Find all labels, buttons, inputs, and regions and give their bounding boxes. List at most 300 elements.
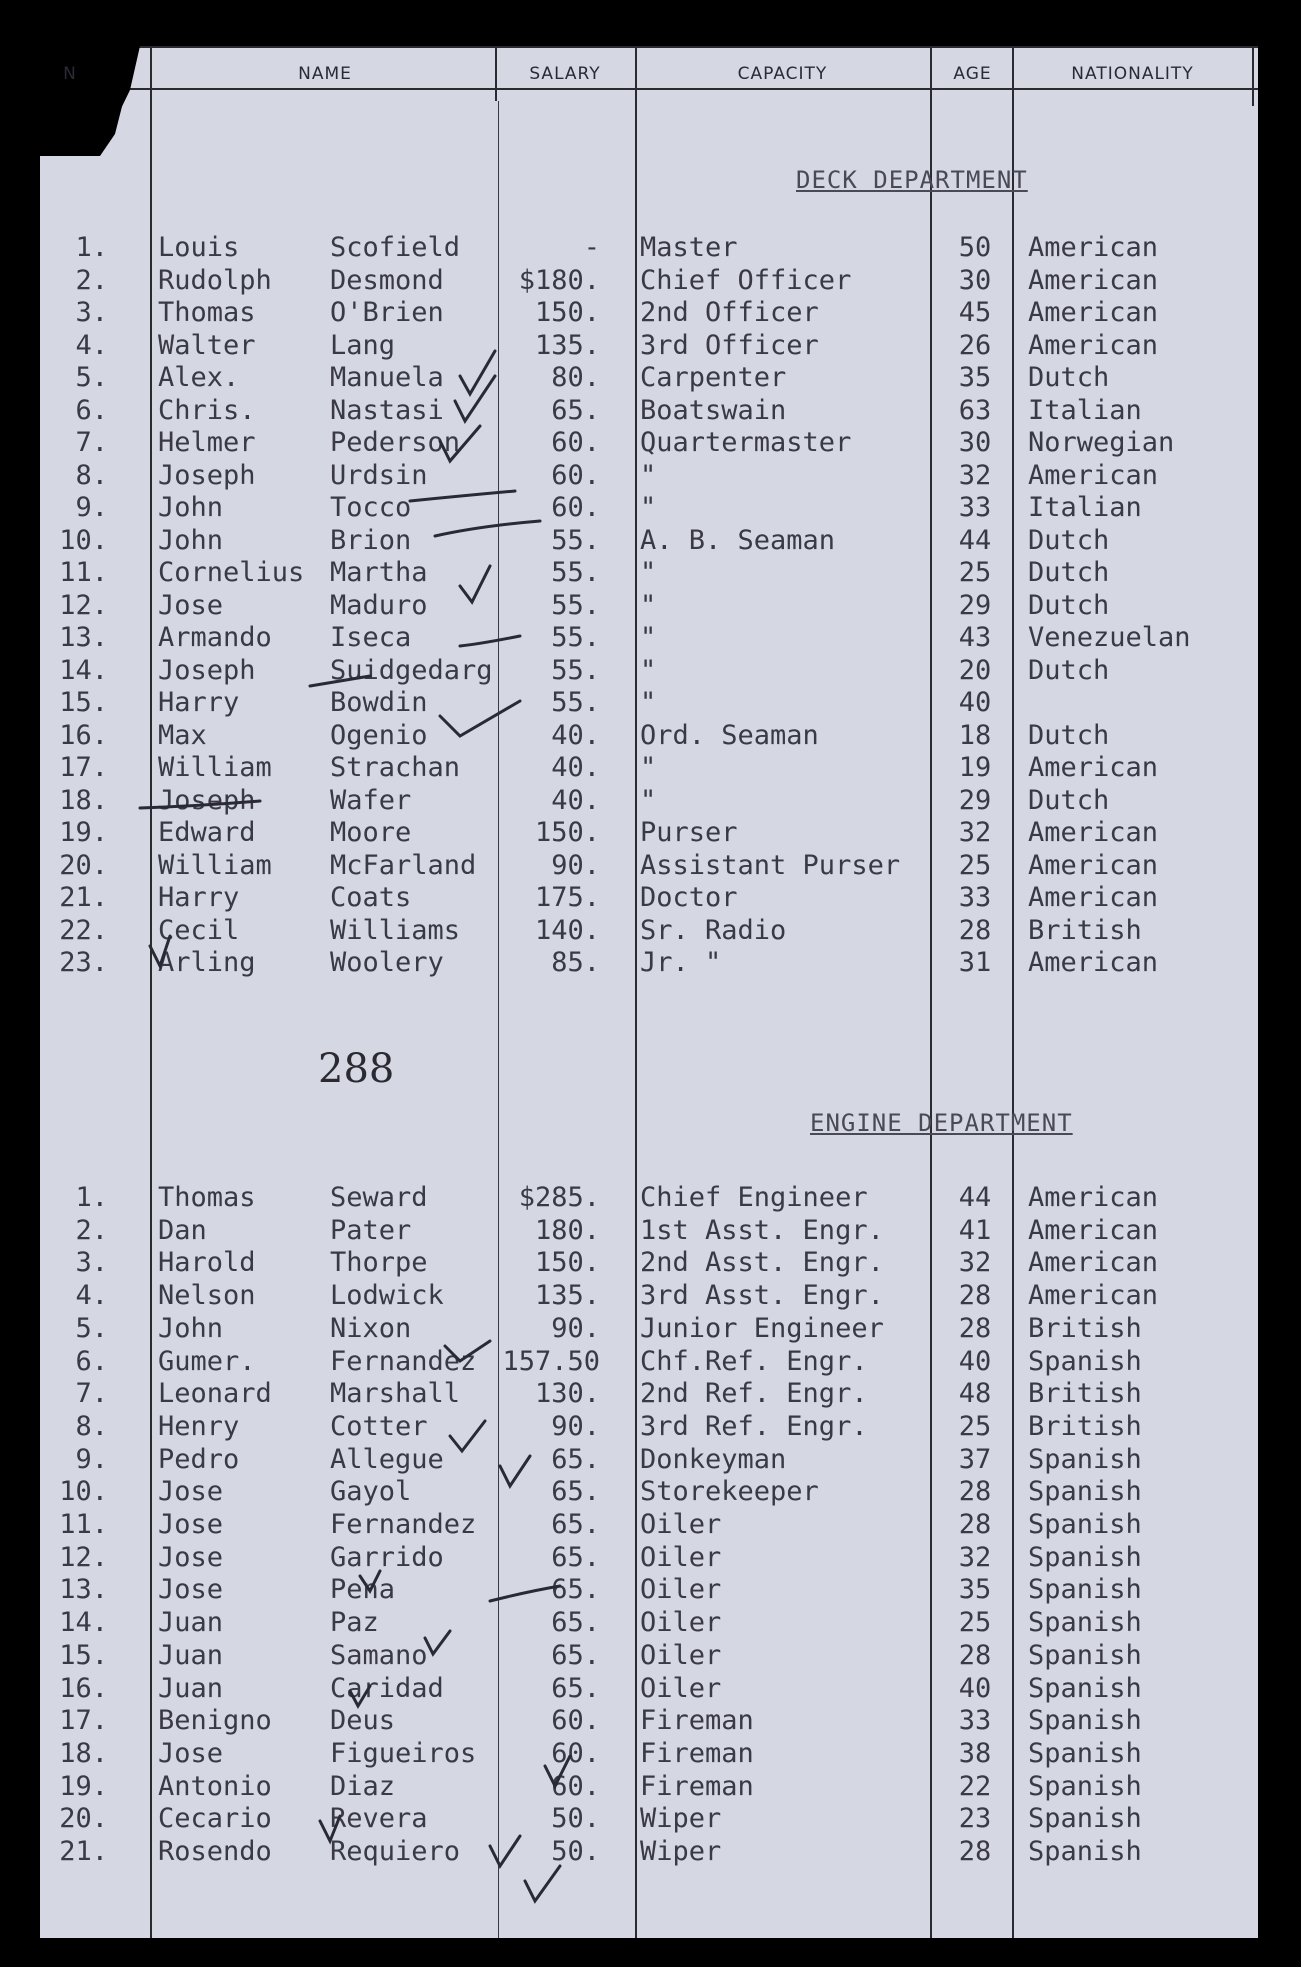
salary-value: 90. [551,849,600,881]
first-name: Joseph [158,654,256,686]
crew-row [40,1280,1258,1312]
row-number: 12. [59,589,108,621]
last-name: Brion [330,524,412,556]
crew-row [40,525,1258,557]
crew-row [40,1378,1258,1410]
capacity-value: 3rd Officer [640,329,819,361]
last-name: Lodwick [330,1280,444,1312]
capacity-value: Sr. Radio [640,914,787,946]
row-number: 16. [59,1672,108,1704]
nationality-value: American [1028,947,1159,978]
first-name: William [158,752,272,783]
crew-row [40,492,1258,524]
age-value: 50 [958,232,992,263]
first-name: Jose [158,1574,224,1606]
last-name: Fernandez [330,1509,477,1540]
crew-row [40,1803,1258,1835]
age-value: 41 [958,1214,992,1246]
age-value: 28 [958,1476,992,1508]
nationality-value: Norwegian [1028,427,1175,458]
first-name: Jose [158,589,224,621]
row-number: 14. [59,1607,108,1639]
nationality-value: Dutch [1028,589,1110,621]
first-name: Walter [158,329,256,361]
last-name: McFarland [330,849,477,881]
last-name: Allegue [330,1443,444,1475]
nationality-value: Italian [1028,394,1142,426]
crew-row [40,1542,1258,1574]
row-number: 2. [75,1214,108,1246]
header-name: NAME [298,64,352,84]
salary-value: 150. [534,297,600,328]
crew-row [40,427,1258,459]
column-rule-name [495,46,497,101]
row-number: 4. [75,329,108,361]
capacity-value: Donkeyman [640,1443,787,1475]
header-age: AGE [953,64,992,84]
salary-value: 65. [551,1672,600,1704]
salary-value: 65. [551,1607,600,1639]
salary-value: 50. [551,1803,600,1835]
nationality-value: Spanish [1028,1672,1142,1704]
crew-row [40,557,1258,589]
first-name: Cornelius [158,557,305,588]
salary-value: 150. [534,1247,600,1279]
deck-department-title: DECK DEPARTMENT [796,166,1028,194]
crew-row [40,1444,1258,1476]
salary-value: $285. [518,1182,600,1213]
first-name: Pedro [158,1443,240,1475]
nationality-value: Spanish [1028,1345,1142,1377]
last-name: Manuela [330,362,444,393]
salary-value: 90. [551,1410,600,1442]
age-value: 32 [958,1541,992,1573]
crew-row [40,1607,1258,1639]
last-name: Seward [330,1182,428,1213]
capacity-value: " [640,492,657,523]
first-name: Rosendo [158,1836,272,1867]
row-number: 8. [75,1410,108,1442]
row-number: 5. [75,362,108,393]
capacity-value: " [640,589,657,621]
age-value: 28 [958,1836,992,1867]
age-value: 35 [958,362,992,393]
header-capacity: CAPACITY [737,64,828,84]
row-number: 1. [75,232,108,263]
nationality-value: American [1028,817,1159,848]
last-name: Pederson [330,427,461,458]
document-page [40,46,1258,1938]
nationality-value: Italian [1028,492,1142,523]
salary-value: 60. [551,1770,600,1802]
column-rule-right [1252,46,1254,106]
header-nationality: NATIONALITY [1071,64,1194,84]
crew-row [40,817,1258,849]
age-value: 30 [958,264,992,296]
age-value: 32 [958,817,992,848]
header-rule [40,88,1258,90]
capacity-value: Quartermaster [640,427,852,458]
capacity-value: 2nd Ref. Engr. [640,1378,868,1410]
row-number: 17. [59,1705,108,1737]
capacity-value: Purser [640,817,738,848]
crew-row [40,232,1258,264]
first-name: Juan [158,1672,224,1704]
engine-department-title: ENGINE DEPARTMENT [810,1109,1073,1137]
row-number: 5. [75,1312,108,1344]
capacity-value: " [640,557,657,588]
row-number: 23. [59,947,108,978]
row-number: 15. [59,1639,108,1671]
last-name: Wafer [330,784,412,816]
row-number: 14. [59,654,108,686]
salary-value: 135. [534,1280,600,1312]
nationality-value: American [1028,1247,1159,1279]
first-name: Harold [158,1247,256,1279]
first-name: Thomas [158,1182,256,1213]
nationality-value: Spanish [1028,1509,1142,1540]
page-number: 288 [318,1046,395,1092]
nationality-value: Dutch [1028,557,1110,588]
nationality-value: American [1028,1214,1159,1246]
capacity-value: Chf.Ref. Engr. [640,1345,868,1377]
age-value: 37 [958,1443,992,1475]
row-number: 4. [75,1280,108,1312]
crew-row [40,752,1258,784]
nationality-value: Spanish [1028,1803,1142,1835]
row-number: 8. [75,459,108,491]
row-number: 9. [75,492,108,523]
last-name: Marshall [330,1378,461,1410]
last-name: Moore [330,817,412,848]
capacity-value: Oiler [640,1541,722,1573]
row-number: 7. [75,1378,108,1410]
salary-value: $180. [518,264,600,296]
nationality-value: Spanish [1028,1770,1142,1802]
age-value: 38 [958,1737,992,1769]
capacity-value: Carpenter [640,362,787,393]
header-salary: SALARY [529,64,601,84]
age-value: 29 [958,589,992,621]
salary-value: 135. [534,329,600,361]
nationality-value: American [1028,232,1159,263]
capacity-value: Oiler [640,1607,722,1639]
last-name: Pater [330,1214,412,1246]
salary-value: 65. [551,1476,600,1508]
crew-row [40,297,1258,329]
last-name: Fernandez [330,1345,477,1377]
salary-value: 150. [534,817,600,848]
crew-row [40,1836,1258,1868]
age-value: 25 [958,1410,992,1442]
salary-value: - [583,232,600,263]
age-value: 28 [958,1280,992,1312]
age-value: 33 [958,492,992,523]
crew-row [40,1771,1258,1803]
crew-row [40,720,1258,752]
first-name: Edward [158,817,256,848]
row-number: 11. [59,1509,108,1540]
capacity-value: Junior Engineer [640,1312,884,1344]
nationality-value: American [1028,297,1159,328]
crew-row [40,590,1258,622]
first-name: Joseph [158,459,256,491]
first-name: Antonio [158,1770,272,1802]
age-value: 63 [958,394,992,426]
crew-row [40,1705,1258,1737]
salary-value: 85. [551,947,600,978]
row-number: 21. [59,882,108,913]
first-name: Rudolph [158,264,272,296]
row-number: 15. [59,687,108,718]
capacity-value: Oiler [640,1509,722,1540]
last-name: Nastasi [330,394,444,426]
crew-row [40,655,1258,687]
age-value: 45 [958,297,992,328]
last-name: Bowdin [330,687,428,718]
row-number: 11. [59,557,108,588]
last-name: Gayol [330,1476,412,1508]
capacity-value: 3rd Ref. Engr. [640,1410,868,1442]
last-name: Lang [330,329,396,361]
crew-row [40,1673,1258,1705]
salary-value: 50. [551,1836,600,1867]
first-name: Dan [158,1214,207,1246]
first-name: Arling [158,947,256,978]
torn-corner [40,46,140,156]
age-value: 28 [958,914,992,946]
row-number: 10. [59,524,108,556]
last-name: Samano [330,1639,428,1671]
last-name: Garrido [330,1541,444,1573]
first-name: Benigno [158,1705,272,1737]
crew-row [40,265,1258,297]
age-value: 40 [958,1345,992,1377]
last-name: Cotter [330,1410,428,1442]
last-name: Thorpe [330,1247,428,1279]
header-no: N [63,64,77,84]
last-name: Martha [330,557,428,588]
nationality-value: Spanish [1028,1607,1142,1639]
capacity-value: Oiler [640,1672,722,1704]
salary-value: 60. [551,459,600,491]
salary-value: 65. [551,1574,600,1606]
top-rule [40,46,1258,48]
crew-row [40,1182,1258,1214]
last-name: Strachan [330,752,461,783]
age-value: 43 [958,622,992,653]
age-value: 28 [958,1509,992,1540]
capacity-value: Ord. Seaman [640,719,819,751]
salary-value: 80. [551,362,600,393]
age-value: 44 [958,524,992,556]
capacity-value: Doctor [640,882,738,913]
nationality-value: American [1028,459,1159,491]
age-value: 23 [958,1803,992,1835]
first-name: Juan [158,1639,224,1671]
age-value: 26 [958,329,992,361]
capacity-value: 2nd Asst. Engr. [640,1247,884,1279]
row-number: 22. [59,914,108,946]
row-number: 6. [75,1345,108,1377]
row-number: 7. [75,427,108,458]
first-name: Louis [158,232,240,263]
capacity-value: " [640,459,657,491]
capacity-value: " [640,784,657,816]
salary-value: 60. [551,492,600,523]
crew-row [40,460,1258,492]
age-value: 28 [958,1312,992,1344]
capacity-value: Fireman [640,1705,754,1737]
age-value: 25 [958,849,992,881]
age-value: 48 [958,1378,992,1410]
capacity-value: Fireman [640,1737,754,1769]
last-name: Diaz [330,1770,396,1802]
crew-row [40,1640,1258,1672]
salary-value: 55. [551,524,600,556]
last-name: Deus [330,1705,396,1737]
age-value: 29 [958,784,992,816]
capacity-value: Storekeeper [640,1476,819,1508]
first-name: Henry [158,1410,240,1442]
row-number: 1. [75,1182,108,1213]
age-value: 44 [958,1182,992,1213]
capacity-value: Jr. " [640,947,722,978]
last-name: Revera [330,1803,428,1835]
age-value: 20 [958,654,992,686]
first-name: Harry [158,882,240,913]
crew-row [40,1411,1258,1443]
capacity-value: Assistant Purser [640,849,901,881]
crew-row [40,395,1258,427]
last-name: O'Brien [330,297,444,328]
salary-value: 65. [551,1509,600,1540]
capacity-value: 1st Asst. Engr. [640,1214,884,1246]
capacity-value: Wiper [640,1803,722,1835]
age-value: 33 [958,882,992,913]
first-name: Helmer [158,427,256,458]
salary-value: 60. [551,1705,600,1737]
nationality-value: Spanish [1028,1836,1142,1867]
capacity-value: Boatswain [640,394,787,426]
row-number: 21. [59,1836,108,1867]
nationality-value: Spanish [1028,1737,1142,1769]
capacity-value: Chief Officer [640,264,852,296]
first-name: Jose [158,1476,224,1508]
capacity-value: A. B. Seaman [640,524,836,556]
crew-row [40,947,1258,979]
nationality-value: American [1028,882,1159,913]
row-number: 20. [59,1803,108,1835]
nationality-value: Dutch [1028,719,1110,751]
nationality-value: Spanish [1028,1705,1142,1737]
first-name: Harry [158,687,240,718]
first-name: Thomas [158,297,256,328]
last-name: Tocco [330,492,412,523]
nationality-value: Spanish [1028,1476,1142,1508]
first-name: Cecario [158,1803,272,1835]
capacity-value: Wiper [640,1836,722,1867]
nationality-value: Spanish [1028,1443,1142,1475]
crew-row [40,1313,1258,1345]
capacity-value: 3rd Asst. Engr. [640,1280,884,1312]
last-name: Nixon [330,1312,412,1344]
age-value: 30 [958,427,992,458]
capacity-value: Oiler [640,1639,722,1671]
row-number: 13. [59,1574,108,1606]
salary-value: 60. [551,427,600,458]
age-value: 25 [958,1607,992,1639]
crew-row [40,362,1258,394]
first-name: John [158,1312,224,1344]
last-name: Iseca [330,622,412,653]
salary-value: 55. [551,654,600,686]
crew-row [40,1509,1258,1541]
nationality-value: Dutch [1028,524,1110,556]
row-number: 2. [75,264,108,296]
first-name: Leonard [158,1378,272,1410]
salary-value: 65. [551,1541,600,1573]
row-number: 13. [59,622,108,653]
capacity-value: Fireman [640,1770,754,1802]
salary-value: 65. [551,394,600,426]
crew-row [40,1346,1258,1378]
salary-value: 40. [551,752,600,783]
row-number: 9. [75,1443,108,1475]
last-name: Woolery [330,947,444,978]
salary-value: 140. [534,914,600,946]
row-number: 6. [75,394,108,426]
nationality-value: American [1028,752,1159,783]
capacity-value: Master [640,232,738,263]
crew-row [40,915,1258,947]
row-number: 19. [59,817,108,848]
crew-row [40,1738,1258,1770]
crew-row [40,687,1258,719]
crew-row [40,1215,1258,1247]
row-number: 18. [59,1737,108,1769]
last-name: Pena [330,1574,396,1606]
capacity-value: 2nd Officer [640,297,819,328]
salary-value: 60. [551,1737,600,1769]
age-value: 32 [958,1247,992,1279]
salary-value: 55. [551,687,600,718]
first-name: Max [158,719,207,751]
age-value: 28 [958,1639,992,1671]
row-number: 10. [59,1476,108,1508]
nationality-value: British [1028,1312,1142,1344]
last-name: Requiero [330,1836,461,1867]
salary-value: 65. [551,1443,600,1475]
nationality-value: British [1028,914,1142,946]
nationality-value: Venezuelan [1028,622,1191,653]
crew-row [40,882,1258,914]
first-name: Jose [158,1509,224,1540]
last-name: Coats [330,882,412,913]
salary-value: 90. [551,1312,600,1344]
last-name: Caridad [330,1672,444,1704]
nationality-value: American [1028,329,1159,361]
salary-value: 55. [551,622,600,653]
last-name: Scofield [330,232,461,263]
last-name: Urdsin [330,459,428,491]
crew-row [40,1247,1258,1279]
age-value: 35 [958,1574,992,1606]
salary-value: 180. [534,1214,600,1246]
salary-value: 130. [534,1378,600,1410]
capacity-value: " [640,622,657,653]
first-name: Cecil [158,914,240,946]
